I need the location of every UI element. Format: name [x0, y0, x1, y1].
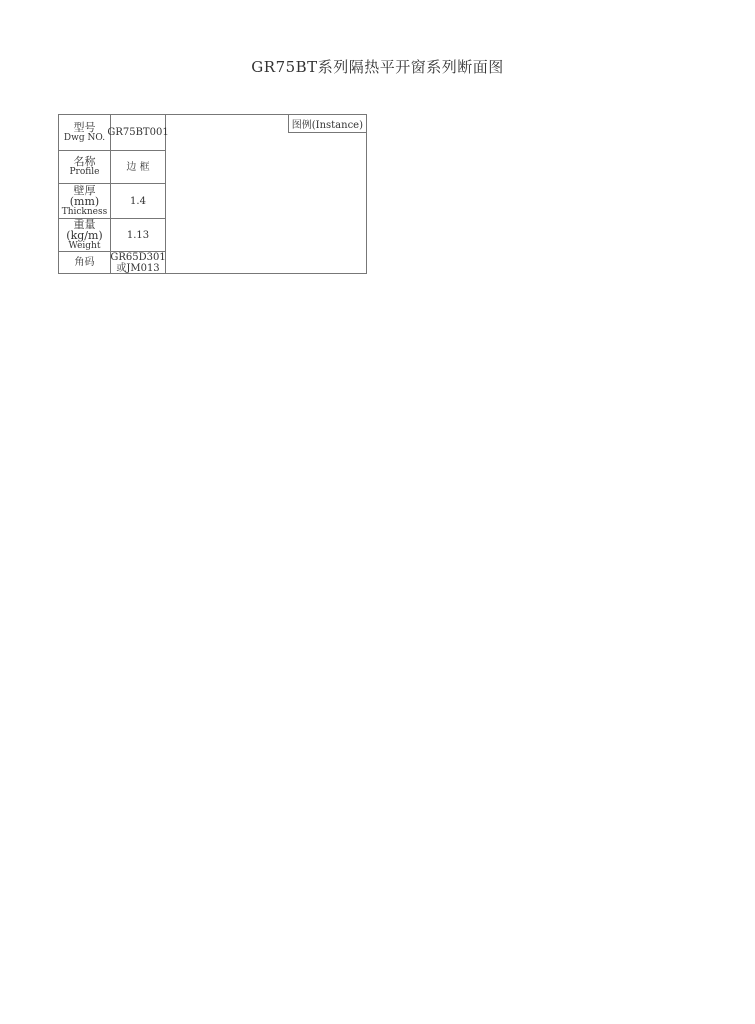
- label-en: Profile: [69, 167, 100, 177]
- label-cn: 壁厚(mm): [69, 183, 100, 208]
- section-drawing-svg: [166, 115, 366, 273]
- profile-drawing: [166, 115, 366, 273]
- last-row-label: 角码: [59, 252, 111, 273]
- page-title: GR75BT系列隔热平开窗系列断面图: [251, 58, 504, 76]
- info-table: [59, 115, 169, 274]
- instance-label: 图例(Instance): [288, 115, 366, 133]
- last-row: [59, 252, 166, 273]
- profile-row-value: 边 框: [111, 151, 166, 183]
- label-en: Thickness: [61, 206, 108, 217]
- weight-row: [59, 219, 166, 252]
- thickness-row-label: [59, 184, 111, 218]
- weight-row-label: [59, 219, 111, 251]
- dwg-row: [59, 115, 169, 151]
- profile-row-label: [59, 151, 111, 183]
- thickness-row-value: 1.4: [111, 184, 166, 218]
- last-row-value: GR65D301 或JM013: [110, 251, 166, 274]
- weight-row-value: 1.13: [111, 219, 166, 251]
- profile-card-gr75bt001: [58, 114, 367, 274]
- label-cn: 重量(kg/m): [66, 217, 103, 242]
- profile-row: [59, 151, 166, 184]
- label-en: Weight: [68, 240, 101, 251]
- label-cn: 名称: [73, 155, 96, 168]
- dwg-row-label: [59, 115, 111, 150]
- thickness-row: [59, 184, 166, 219]
- label-en: Dwg NO.: [63, 132, 106, 143]
- label-cn: 型号: [73, 120, 96, 134]
- dwg-row-value: GR75BT001: [111, 115, 166, 150]
